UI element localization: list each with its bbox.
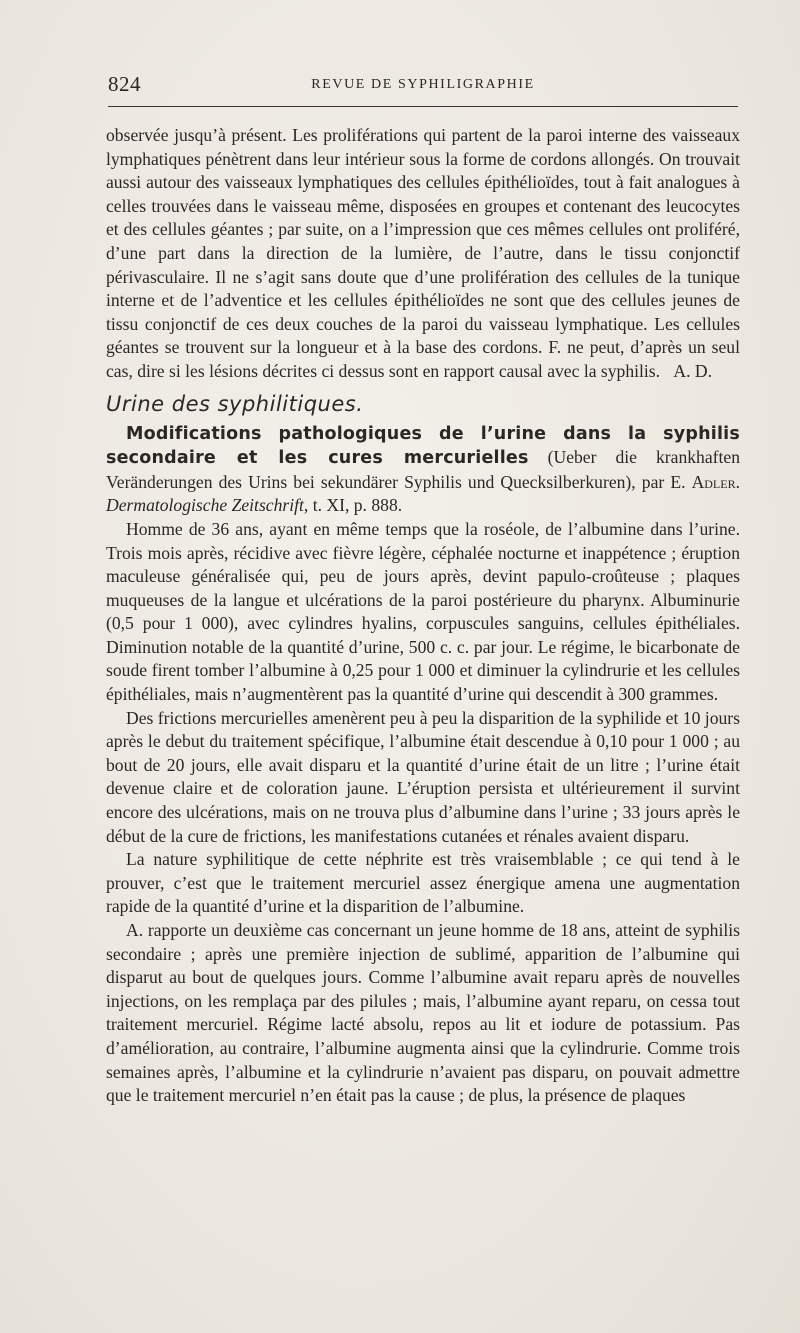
paragraph: Homme de 36 ans, ayant en même temps que la roséole, de l’albumine dans l’urine. Trois mois après, récidive avec fièvre légère, céphalée nocturne et inappétence ; éruption maculeuse généralisée qui, peu de jours après, devint papulo-croûteuse ; plaques muqueuses de la langue et ulcérations de la paroi postérieure du pharynx. Albuminurie (0,5 pour 1 000), avec cylindres hyalins, corpuscules sanguins, cellules épithéliales. Diminution notable de la quantité d’urine, 500 c. c. par jour. Le régime, le bicarbonate de soude firent tomber l’albumine à 0,25 pour 1 000 et diminuer la cylindrurie et les cellules épithéliales, mais n’augmentèrent pas la quantité d’urine qui descendit à 300 grammes.	[106, 518, 740, 705]
paragraph: A. rapporte un deuxième cas concernant un jeune homme de 18 ans, atteint de syphilis secondaire ; après une première injection de sublimé, apparition de l’albumine qui disparut au bout de quelques jours. Comme l’albumine avait reparu après de nouvelles injections, on les remplaça par des pilules ; mais, l’albumine ayant reparu, on cessa tout traitement mercuriel. Régime lacté absolu, repos au lit et iodure de potassium. Pas d’amélioration, au contraire, l’albumine augmenta ainsi que la cylindrurie. Comme trois semaines après, l’albumine et la cylindrurie n’avaient pas disparu, on pouvait admettre que le traitement mercuriel n’en était pas la cause ; de plus, la présence de plaques	[106, 920, 740, 1106]
running-title: REVUE DE SYPHILIGRAPHIE	[311, 77, 535, 92]
section-title: Urine des syphilitiques.	[106, 391, 364, 416]
article-subtitle: (Ueber die krankhaften Veränderungen des Urins bei sekundärer Syphilis und Quecksilberkuren), par E.	[106, 447, 741, 492]
page-header	[108, 72, 738, 100]
article-journal: Dermatologische Zeitschrift	[106, 495, 304, 516]
body-text	[106, 124, 740, 1108]
article-heading	[106, 422, 740, 518]
signature: A. D.	[673, 360, 712, 381]
article-citation: , t. XI, p. 888.	[303, 495, 403, 516]
header-rule	[108, 106, 738, 107]
article-author: Adler.	[691, 471, 740, 492]
paragraph-continued	[106, 124, 740, 384]
paragraph-text: observée jusqu’à présent. Les proliférations qui partent de la paroi interne des vaisseaux lymphatiques pénètrent dans leur intérieur sous la forme de cordons allongés. On trouvait aussi autour des vaisseaux lymphatiques des cellules épithélioïdes, tout à fait analogues à celles trouvées dans le vaisseau même, disposées en groupes et contenant des leucocytes et des cellules géantes ; par suite, on a l’impression que ces mêmes cellules ont proliféré, d’une part dans la direction de la lumière, de l’autre, dans le tissu conjonctif périvasculaire. Il ne s’agit sans doute que d’une prolifération des cellules de la tunique interne et de l’adventice et les cellules épithélioïdes ne sont que des cellules jeunes de tissu conjonctif de ces deux couches de la paroi du vaisseau lymphatique. Les cellules géantes se trouvent sur la longueur et à la base des cordons. F. ne peut, d’après un seul cas, dire si les lésions décrites ci dessus sont en rapport causal avec la syphilis.	[106, 125, 740, 381]
article-title: Modifications pathologiques de l’urine dans la syphilis secondaire et les cures mercurielles	[106, 423, 740, 469]
paragraph: La nature syphilitique de cette néphrite est très vraisemblable ; ce qui tend à le prouver, c’est que le traitement mercuriel assez énergique amena une augmentation rapide de la quantité d’urine et la disparition de l’albumine.	[106, 849, 740, 917]
page-number: 824	[108, 72, 141, 96]
paragraph: Des frictions mercurielles amenèrent peu à peu la disparition de la syphilide et 10 jours après le debut du traitement spécifique, l’albumine était descendue à 0,10 pour 1 000 ; au bout de 20 jours, elle avait disparu et la quantité d’urine était de un litre ; l’urine était devenue claire et de coloration jaune. L’éruption persista et ultérieurement il survint encore des ulcérations, mais on ne trouva plus d’albumine dans l’urine ; 33 jours après le début de la cure de frictions, les manifestations cutanées et rénales avaient disparu.	[106, 707, 740, 846]
